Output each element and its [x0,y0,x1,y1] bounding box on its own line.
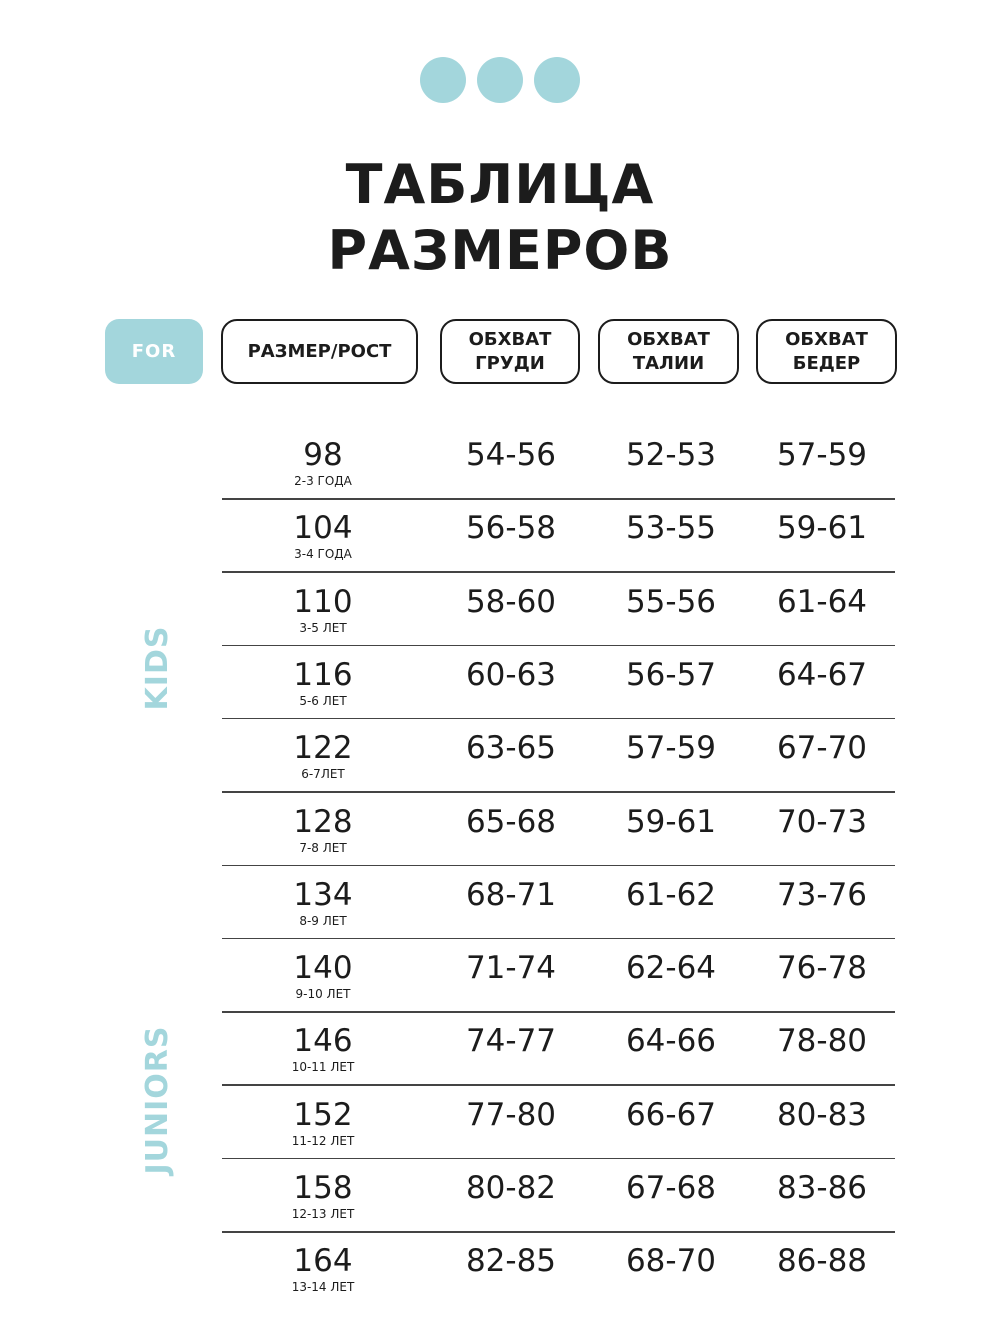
waist-value: 62-64 [625,950,717,987]
table-row [0,1159,1000,1232]
hips-value: 73-76 [776,876,868,913]
hips-value: 67-70 [776,730,868,767]
table-row [0,719,1000,792]
decorative-dots [420,57,582,103]
table-row [0,573,1000,646]
title-line-1: ТАБЛИЦА [345,153,655,216]
chest-value: 58-60 [465,583,557,620]
chest-value: 74-77 [465,1023,557,1060]
table-row [0,939,1000,1012]
header-size-height: РАЗМЕР/РОСТ [221,319,418,384]
header-chest: ОБХВАТ ГРУДИ [440,319,580,384]
waist-value: 56-57 [625,656,717,693]
waist-value: 59-61 [625,803,717,840]
dot-icon [534,57,580,103]
hips-value: 70-73 [776,803,868,840]
hips-value: 83-86 [776,1170,868,1206]
waist-value: 55-56 [625,583,717,620]
table-row [0,1086,1000,1159]
size-value: 110 [293,583,353,620]
size-value: 140 [293,950,353,987]
hips-value: 64-67 [776,656,868,693]
hips-value: 76-78 [776,950,868,987]
hips-value: 61-64 [776,583,868,620]
chest-value: 54-56 [465,437,557,473]
age-value: 8-9 ЛЕТ [299,913,347,928]
table-row [0,646,1000,719]
chest-value: 82-85 [465,1243,557,1280]
size-value: 164 [293,1243,353,1280]
size-value: 98 [303,437,343,473]
for-badge: FOR [105,319,203,384]
waist-value: 67-68 [625,1170,717,1206]
waist-value: 52-53 [625,437,717,473]
age-value: 3-4 ГОДА [294,547,352,562]
hips-value: 86-88 [776,1243,868,1280]
chest-value: 63-65 [465,730,557,767]
chest-value: 65-68 [465,803,557,840]
chest-value: 68-71 [465,876,557,913]
header-hips: ОБХВАТ БЕДЕР [756,319,897,384]
table-row [0,499,1000,572]
age-value: 10-11 ЛЕТ [291,1060,355,1075]
waist-value: 64-66 [625,1023,717,1060]
waist-value: 66-67 [625,1096,717,1133]
age-value: 3-5 ЛЕТ [299,620,347,635]
size-value: 128 [293,803,353,840]
size-value: 104 [293,510,353,547]
chest-value: 56-58 [465,510,557,547]
age-value: 2-3 ГОДА [294,474,352,488]
title-line-2: РАЗМЕРОВ [327,219,673,282]
chest-value: 80-82 [465,1170,557,1206]
chest-value: 71-74 [465,950,557,987]
hips-value: 78-80 [776,1023,868,1060]
age-value: 12-13 ЛЕТ [291,1207,355,1221]
age-value: 7-8 ЛЕТ [299,840,347,855]
hips-value: 80-83 [776,1096,868,1133]
chest-value: 60-63 [465,656,557,693]
size-value: 152 [293,1096,353,1133]
waist-value: 68-70 [625,1243,717,1280]
page-title [0,152,1000,284]
age-value: 9-10 ЛЕТ [295,987,351,1002]
size-value: 134 [293,876,353,913]
table-row [0,1232,1000,1305]
age-value: 6-7ЛЕТ [301,767,345,782]
chest-value: 77-80 [465,1096,557,1133]
table-row [0,866,1000,939]
size-value: 122 [293,730,353,767]
waist-value: 57-59 [625,730,717,767]
size-value: 146 [293,1023,353,1060]
table-row [0,793,1000,866]
size-value: 158 [293,1170,353,1206]
header-waist: ОБХВАТ ТАЛИИ [598,319,739,384]
table-row [0,1012,1000,1085]
side-label-juniors: JUNIORS [140,1025,175,1175]
waist-value: 61-62 [625,876,717,913]
waist-value: 53-55 [625,510,717,547]
hips-value: 59-61 [776,510,868,547]
table-row [0,426,1000,499]
side-label-kids: KIDS [140,625,175,711]
dot-icon [420,57,466,103]
hips-value: 57-59 [776,437,868,473]
size-value: 116 [293,656,353,693]
age-value: 5-6 ЛЕТ [299,693,347,708]
dot-icon [477,57,523,103]
age-value: 11-12 ЛЕТ [291,1133,355,1148]
age-value: 13-14 ЛЕТ [291,1280,355,1295]
